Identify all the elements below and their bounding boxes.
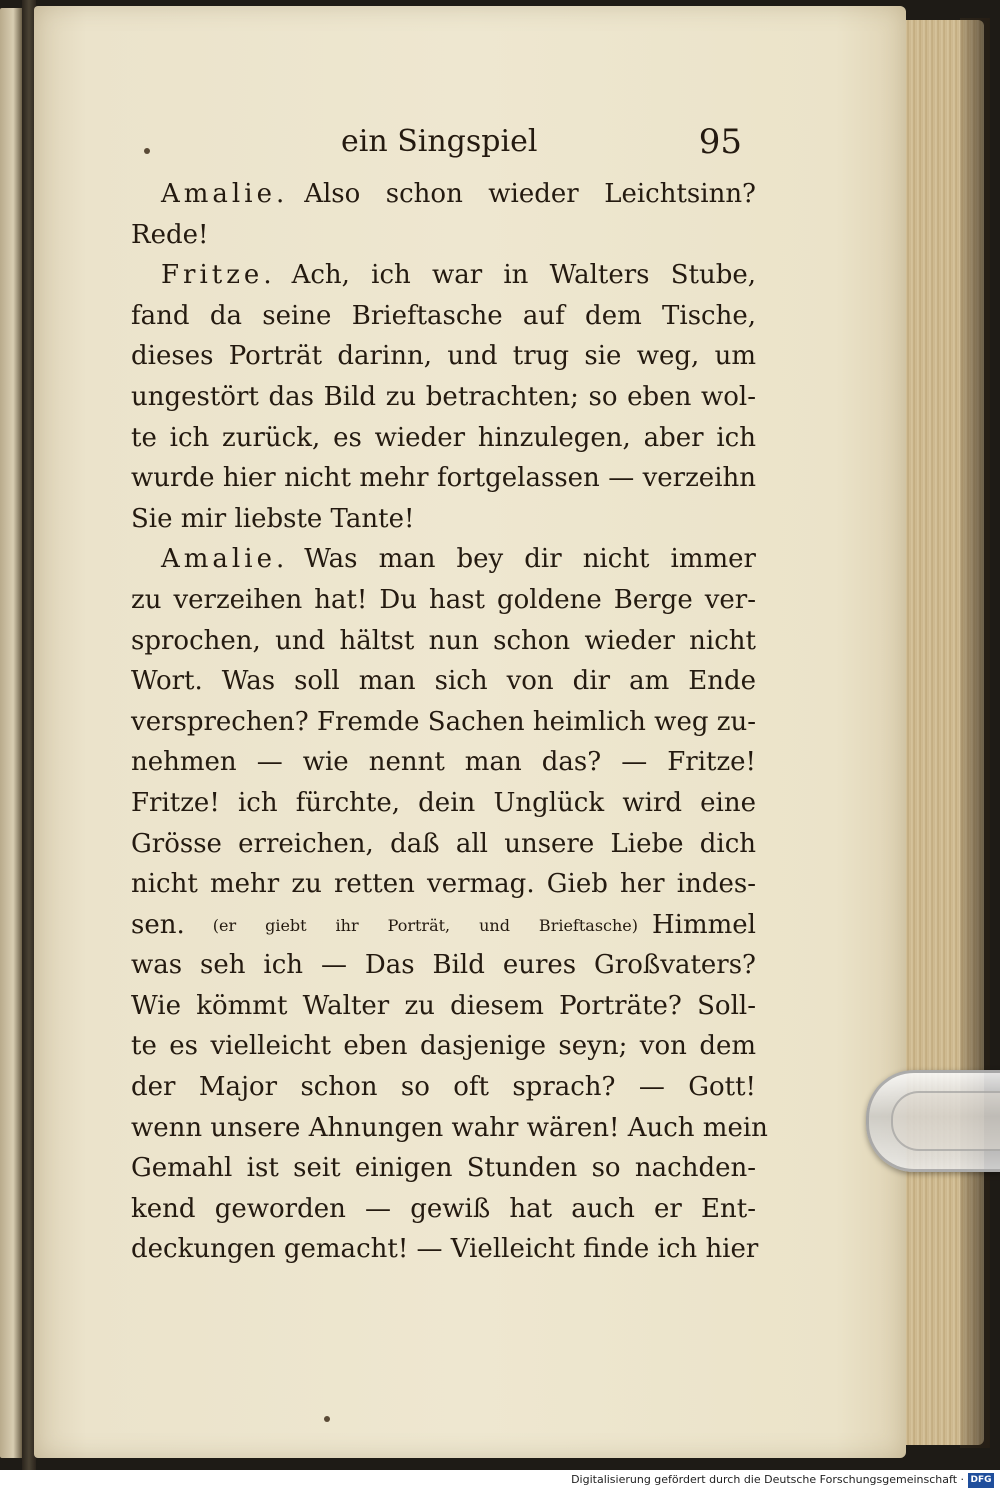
page-clip-inner [891, 1091, 1000, 1151]
text-line [131, 174, 756, 215]
line-text: Wie kömmt Walter zu diesem Porträte? Soll- [131, 990, 756, 1021]
line-text: sen. [131, 909, 185, 940]
line-text: kend geworden — gewiß hat auch er Ent- [131, 1193, 756, 1224]
text-line [131, 945, 756, 986]
running-title: ein Singspiel [341, 124, 538, 159]
funding-credit: Digitalisierung gefördert durch die Deutsche Forschungsgemeinschaft · [571, 1473, 964, 1486]
text-line [131, 621, 756, 662]
line-text: Ach, ich war in Walters Stube, [291, 260, 756, 291]
text-line [131, 336, 756, 377]
text-line [131, 377, 756, 418]
line-text: Fritze! ich fürchte, dein Unglück wird eine [131, 787, 756, 818]
line-text: wenn unsere Ahnungen wahr wären! Auch mein [131, 1112, 768, 1143]
stage-direction: (er giebt ihr Porträt, und Brieftasche) [212, 915, 638, 935]
text-line [131, 1108, 768, 1149]
line-text: sprochen, und hältst nun schon wieder nicht [131, 625, 756, 656]
running-head [131, 118, 756, 174]
dfg-logo: DFG [968, 1473, 994, 1488]
speaker-name: Fritze. [161, 260, 276, 291]
line-text: Was man bey dir nicht immer [304, 544, 756, 575]
line-text-after: Himmel [652, 909, 756, 940]
line-text: zu verzeihen hat! Du hast goldene Berge ver- [131, 584, 756, 615]
speaker-name: Amalie. [161, 544, 289, 575]
text-line [131, 661, 756, 702]
speaker-name: Amalie. [161, 179, 289, 209]
text-line [131, 296, 756, 337]
page-edges-shadow [960, 18, 990, 1448]
previous-page-edge [0, 8, 22, 1458]
text-line [131, 824, 756, 865]
page-number: 95 [698, 122, 742, 162]
line-text: ungestört das Bild zu betrachten; so eben wol- [131, 381, 756, 412]
text-lines [131, 174, 768, 1270]
line-text: deckungen gemacht! — Vielleicht finde ich hier [131, 1234, 759, 1265]
line-text: der Major schon so oft sprach? — Gott! [131, 1072, 756, 1103]
line-text: Gemahl ist seit einigen Stunden so nachden- [131, 1153, 756, 1184]
line-text: te es vielleicht eben dasjenige seyn; von dem [131, 1031, 756, 1062]
line-text: fand da seine Brieftasche auf dem Tische, [131, 300, 756, 331]
footer-bar [0, 1470, 1000, 1492]
text-line [131, 986, 756, 1027]
text-line [131, 1189, 756, 1230]
text-line [131, 418, 756, 459]
text-line [131, 1148, 756, 1189]
line-text: versprechen? Fremde Sachen heimlich weg zu- [131, 706, 756, 737]
text-line [131, 742, 756, 783]
text-line [131, 1229, 759, 1270]
page-clip [866, 1070, 1000, 1172]
line-text: nehmen — wie nennt man das? — Fritze! [131, 747, 756, 778]
text-line [131, 499, 756, 540]
line-text: te ich zurück, es wieder hinzulegen, aber ich [131, 422, 756, 453]
line-text: Wort. Was soll man sich von dir am Ende [131, 666, 756, 697]
text-line [131, 255, 756, 296]
line-text: nicht mehr zu retten vermag. Gieb her indes- [131, 869, 756, 900]
text-line [131, 1026, 756, 1067]
text-line [131, 905, 756, 946]
text-line [131, 783, 756, 824]
text-line [131, 1067, 756, 1108]
line-text: wurde hier nicht mehr fortgelassen — verzeihn [131, 463, 756, 494]
text-line [131, 539, 756, 580]
line-text: Sie mir liebste Tante! [131, 503, 415, 534]
line-text: Also schon wieder Leichtsinn? [304, 179, 756, 209]
line-text: dieses Porträt darinn, und trug sie weg, um [131, 341, 756, 372]
ink-speck [324, 1416, 330, 1422]
page-text [131, 118, 768, 1270]
text-line [131, 580, 756, 621]
text-line [131, 864, 756, 905]
line-text: Grösse erreichen, daß all unsere Liebe dich [131, 828, 756, 859]
text-line [131, 458, 756, 499]
line-text: Rede! [131, 219, 209, 250]
text-line [131, 702, 756, 743]
line-text: was seh ich — Das Bild eures Großvaters? [131, 950, 756, 981]
text-line [131, 215, 756, 256]
